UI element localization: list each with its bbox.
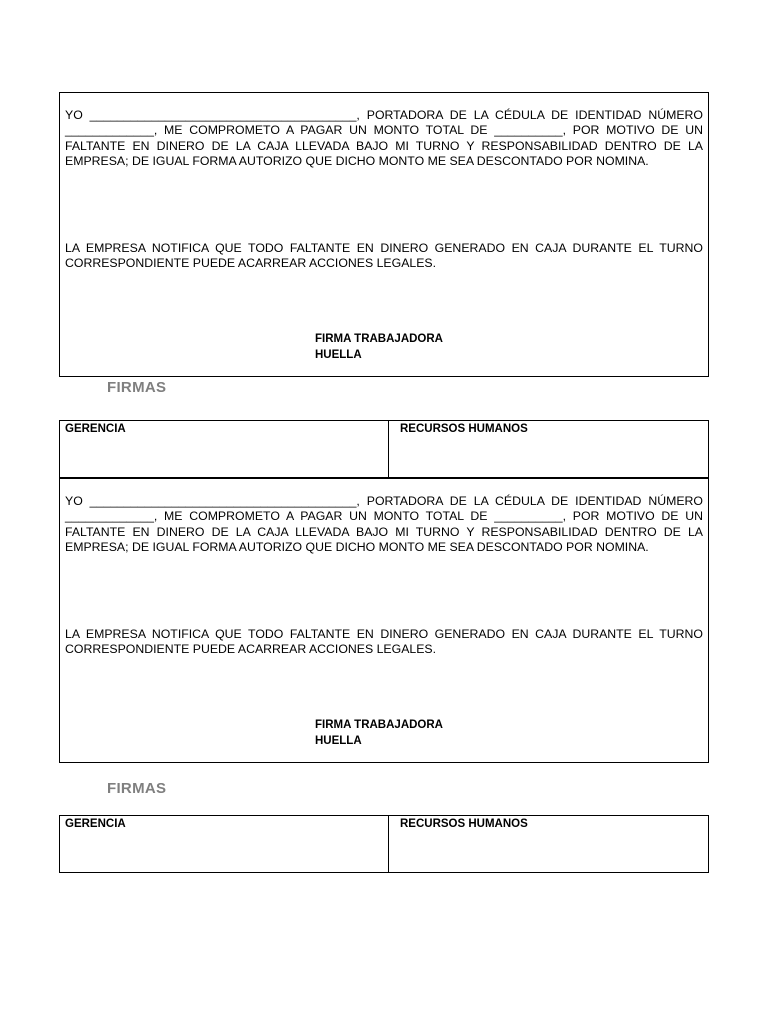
hr-signature-cell	[389, 816, 708, 872]
hr-signature-cell	[389, 421, 708, 477]
signature-table-2	[59, 815, 709, 873]
management-signature-cell	[60, 816, 389, 872]
legal-notice-paragraph: LA EMPRESA NOTIFICA QUE TODO FALTANTE EN DINERO GENERADO EN CAJA DURANTE EL TURNO CORRESPONDIENTE PUEDE ACARREAR ACCIONES LEGALES.	[65, 627, 703, 657]
hr-label: RECURSOS HUMANOS	[400, 818, 528, 830]
management-signature-cell	[60, 421, 389, 477]
legal-notice-paragraph: LA EMPRESA NOTIFICA QUE TODO FALTANTE EN DINERO GENERADO EN CAJA DURANTE EL TURNO CORRESPONDIENTE PUEDE ACARREAR ACCIONES LEGALES.	[65, 241, 703, 271]
management-label: GERENCIA	[65, 423, 126, 435]
signatures-heading: FIRMAS	[107, 379, 167, 396]
fingerprint-label: HUELLA	[315, 735, 362, 747]
worker-signature-label: FIRMA TRABAJADORA	[315, 719, 443, 731]
commitment-paragraph: YO _______________________________________, PORTADORA DE LA CÉDULA DE IDENTIDAD NÚMERO _____________, ME COMPROMETO A PAGAR UN MONTO TOTAL DE __________, POR MOTIVO DE UN FALTANTE EN DINERO DE LA CAJA LLEVADA BAJO MI TURNO Y RESPONSABILIDAD DENTRO DE LA EMPRESA; DE IGUAL FORMA AUTORIZO QUE DICHO MONTO ME SEA DESCONTADO POR NOMINA.	[65, 494, 703, 554]
signatures-heading: FIRMAS	[107, 780, 167, 797]
commitment-paragraph: YO _______________________________________, PORTADORA DE LA CÉDULA DE IDENTIDAD NÚMERO _____________, ME COMPROMETO A PAGAR UN MONTO TOTAL DE __________, POR MOTIVO DE UN FALTANTE EN DINERO DE LA CAJA LLEVADA BAJO MI TURNO Y RESPONSABILIDAD DENTRO DE LA EMPRESA; DE IGUAL FORMA AUTORIZO QUE DICHO MONTO ME SEA DESCONTADO POR NOMINA.	[65, 108, 703, 168]
worker-signature-label: FIRMA TRABAJADORA	[315, 333, 443, 345]
hr-label: RECURSOS HUMANOS	[400, 423, 528, 435]
management-label: GERENCIA	[65, 818, 126, 830]
commitment-form-2	[59, 478, 709, 763]
fingerprint-label: HUELLA	[315, 349, 362, 361]
signature-table-1	[59, 420, 709, 478]
commitment-form-1	[59, 92, 709, 377]
